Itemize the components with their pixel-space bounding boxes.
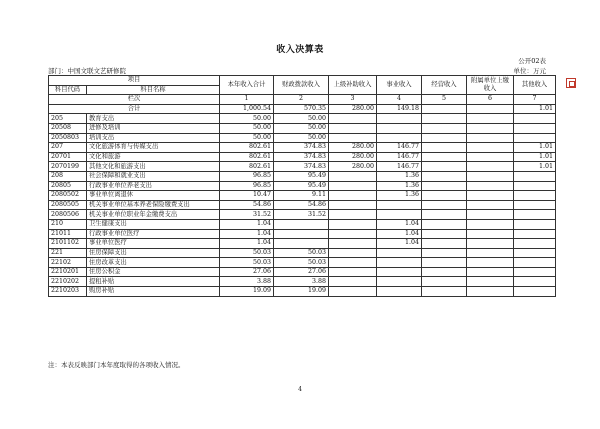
table-row	[49, 287, 556, 297]
value-cell	[422, 277, 467, 287]
table-row	[49, 219, 556, 229]
value-cell	[422, 248, 467, 258]
value-cell	[377, 258, 422, 268]
table-row	[49, 248, 556, 258]
value-cell	[467, 200, 514, 210]
value-cell	[467, 248, 514, 258]
subject-code-cell: 2050803	[49, 133, 87, 143]
table-code: 公开02表	[518, 57, 546, 65]
subject-name-cell: 事业单位离退休	[87, 191, 220, 201]
value-cell: 1.01	[514, 143, 556, 153]
value-cell	[422, 114, 467, 124]
value-cell: 1.04	[220, 229, 274, 239]
header-col-6: 附属单位上缴收入	[467, 76, 514, 95]
subject-code-cell: 2080506	[49, 210, 87, 220]
value-cell	[274, 229, 329, 239]
value-cell	[422, 152, 467, 162]
value-cell	[514, 191, 556, 201]
value-cell: 50.03	[220, 258, 274, 268]
value-cell: 54.86	[274, 200, 329, 210]
value-cell	[467, 152, 514, 162]
col-num: 5	[422, 95, 467, 105]
value-cell	[329, 229, 377, 239]
table-row	[49, 200, 556, 210]
income-table	[48, 75, 556, 297]
value-cell: 1.04	[377, 239, 422, 249]
value-cell	[514, 239, 556, 249]
value-cell	[329, 191, 377, 201]
value-cell: 1.36	[377, 171, 422, 181]
table-row	[49, 171, 556, 181]
value-cell	[422, 181, 467, 191]
value-cell	[422, 258, 467, 268]
value-cell	[422, 229, 467, 239]
value-cell: 27.06	[220, 267, 274, 277]
value-cell: 280.00	[329, 162, 377, 172]
header-subject-code: 科目代码	[49, 85, 87, 95]
subject-code-cell: 205	[49, 114, 87, 124]
value-cell: 3.88	[274, 277, 329, 287]
value-cell	[422, 143, 467, 153]
total-cell: 280.00	[329, 104, 377, 114]
value-cell: 1.04	[220, 219, 274, 229]
col-num: 2	[274, 95, 329, 105]
value-cell	[422, 123, 467, 133]
value-cell: 50.00	[274, 123, 329, 133]
value-cell	[329, 114, 377, 124]
value-cell	[514, 200, 556, 210]
table-row	[49, 181, 556, 191]
value-cell	[377, 210, 422, 220]
value-cell	[329, 248, 377, 258]
value-cell	[422, 210, 467, 220]
value-cell	[422, 191, 467, 201]
subject-code-cell: 208	[49, 171, 87, 181]
value-cell	[514, 171, 556, 181]
value-cell	[329, 277, 377, 287]
value-cell	[422, 133, 467, 143]
header-col-7: 其他收入	[514, 76, 556, 95]
value-cell	[377, 114, 422, 124]
total-cell	[422, 104, 467, 114]
value-cell: 280.00	[329, 152, 377, 162]
value-cell	[377, 248, 422, 258]
subject-code-cell: 2080505	[49, 200, 87, 210]
value-cell: 802.61	[220, 143, 274, 153]
table-row	[49, 162, 556, 172]
value-cell: 374.83	[274, 143, 329, 153]
col-num: 4	[377, 95, 422, 105]
table-row	[49, 258, 556, 268]
subject-name-cell: 行政事业单位养老支出	[87, 181, 220, 191]
value-cell	[467, 210, 514, 220]
value-cell	[377, 277, 422, 287]
value-cell	[514, 248, 556, 258]
value-cell	[329, 287, 377, 297]
total-cell: 1.01	[514, 104, 556, 114]
table-row	[49, 152, 556, 162]
value-cell: 9.11	[274, 191, 329, 201]
value-cell	[377, 123, 422, 133]
value-cell: 31.52	[274, 210, 329, 220]
value-cell: 374.83	[274, 152, 329, 162]
header-subject-name: 科目名称	[87, 85, 220, 95]
unit-label: 单位：万元	[513, 67, 546, 75]
subject-name-cell: 住房保障支出	[87, 248, 220, 258]
value-cell: 95.49	[274, 171, 329, 181]
value-cell: 1.04	[220, 239, 274, 249]
table-row	[49, 210, 556, 220]
value-cell	[329, 171, 377, 181]
subject-name-cell: 机关事业单位职业年金缴费支出	[87, 210, 220, 220]
value-cell	[467, 229, 514, 239]
subject-code-cell: 221	[49, 248, 87, 258]
value-cell: 1.36	[377, 191, 422, 201]
header-col-3: 上级补助收入	[329, 76, 377, 95]
col-num: 6	[467, 95, 514, 105]
value-cell	[422, 287, 467, 297]
value-cell: 50.03	[274, 258, 329, 268]
value-cell: 280.00	[329, 143, 377, 153]
value-cell	[514, 258, 556, 268]
subject-name-cell: 提租补贴	[87, 277, 220, 287]
value-cell	[467, 133, 514, 143]
subject-code-cell: 21011	[49, 229, 87, 239]
value-cell	[329, 133, 377, 143]
value-cell	[514, 133, 556, 143]
value-cell: 1.01	[514, 162, 556, 172]
value-cell: 96.85	[220, 181, 274, 191]
value-cell: 146.77	[377, 143, 422, 153]
header-col-1: 本年收入合计	[220, 76, 274, 95]
subject-name-cell: 事业单位医疗	[87, 239, 220, 249]
subject-name-cell: 文化旅游体育与传媒支出	[87, 143, 220, 153]
value-cell: 3.88	[220, 277, 274, 287]
value-cell	[377, 267, 422, 277]
value-cell	[467, 114, 514, 124]
value-cell	[422, 239, 467, 249]
value-cell	[422, 162, 467, 172]
total-cell: 570.35	[274, 104, 329, 114]
subject-code-cell: 22102	[49, 258, 87, 268]
total-label: 合计	[49, 104, 220, 114]
subject-name-cell: 卫生健康支出	[87, 219, 220, 229]
table-row	[49, 133, 556, 143]
col-num: 7	[514, 95, 556, 105]
value-cell	[422, 267, 467, 277]
subject-code-cell: 20508	[49, 123, 87, 133]
subject-name-cell: 住房公积金	[87, 267, 220, 277]
subject-name-cell: 社会保障和就业支出	[87, 171, 220, 181]
subject-name-cell: 进修及培训	[87, 123, 220, 133]
value-cell: 50.00	[220, 114, 274, 124]
header-col-4: 事业收入	[377, 76, 422, 95]
value-cell: 96.85	[220, 171, 274, 181]
value-cell	[514, 123, 556, 133]
subject-code-cell: 2101102	[49, 239, 87, 249]
value-cell	[377, 200, 422, 210]
subject-name-cell: 教育支出	[87, 114, 220, 124]
table-title: 收入决算表	[276, 45, 324, 55]
header-project: 项目	[49, 76, 220, 86]
subject-code-cell: 210	[49, 219, 87, 229]
total-cell: 1,000.54	[220, 104, 274, 114]
subject-code-cell: 2210201	[49, 267, 87, 277]
value-cell	[329, 219, 377, 229]
value-cell	[467, 123, 514, 133]
value-cell: 802.61	[220, 162, 274, 172]
value-cell	[467, 267, 514, 277]
value-cell	[329, 200, 377, 210]
value-cell: 146.77	[377, 152, 422, 162]
value-cell	[467, 191, 514, 201]
value-cell	[467, 219, 514, 229]
value-cell: 10.47	[220, 191, 274, 201]
value-cell: 802.61	[220, 152, 274, 162]
value-cell	[377, 133, 422, 143]
value-cell	[467, 287, 514, 297]
grid-icon[interactable]	[566, 78, 576, 88]
subject-code-cell: 2070199	[49, 162, 87, 172]
value-cell	[514, 267, 556, 277]
value-cell: 50.00	[274, 133, 329, 143]
table-row	[49, 239, 556, 249]
value-cell	[422, 219, 467, 229]
value-cell	[329, 123, 377, 133]
value-cell: 50.03	[274, 248, 329, 258]
page-number: 4	[298, 386, 302, 393]
header-col-2: 财政拨款收入	[274, 76, 329, 95]
value-cell: 50.00	[220, 123, 274, 133]
value-cell	[274, 239, 329, 249]
value-cell	[467, 181, 514, 191]
subject-name-cell: 文化和旅游	[87, 152, 220, 162]
value-cell: 95.49	[274, 181, 329, 191]
value-cell: 19.09	[274, 287, 329, 297]
subject-code-cell: 20805	[49, 181, 87, 191]
value-cell	[377, 287, 422, 297]
value-cell	[467, 258, 514, 268]
value-cell: 50.00	[274, 114, 329, 124]
value-cell	[329, 210, 377, 220]
value-cell	[422, 171, 467, 181]
col-num: 3	[329, 95, 377, 105]
value-cell	[329, 181, 377, 191]
subject-name-cell: 行政事业单位医疗	[87, 229, 220, 239]
value-cell	[329, 267, 377, 277]
value-cell	[514, 277, 556, 287]
value-cell	[514, 210, 556, 220]
value-cell	[422, 200, 467, 210]
subject-name-cell: 住房改革支出	[87, 258, 220, 268]
table-row	[49, 114, 556, 124]
value-cell	[467, 171, 514, 181]
subject-code-cell: 20701	[49, 152, 87, 162]
value-cell	[514, 287, 556, 297]
value-cell	[467, 277, 514, 287]
table-row	[49, 123, 556, 133]
value-cell	[467, 239, 514, 249]
value-cell: 146.77	[377, 162, 422, 172]
table-row	[49, 143, 556, 153]
subject-code-cell: 207	[49, 143, 87, 153]
value-cell: 1.04	[377, 229, 422, 239]
value-cell: 27.06	[274, 267, 329, 277]
table-note: 注：本表反映部门本年度取得的各项收入情况。	[48, 361, 185, 369]
subject-name-cell: 机关事业单位基本养老保险缴费支出	[87, 200, 220, 210]
value-cell	[514, 229, 556, 239]
table-row	[49, 229, 556, 239]
value-cell	[467, 162, 514, 172]
value-cell: 19.09	[220, 287, 274, 297]
value-cell: 1.04	[377, 219, 422, 229]
subject-code-cell: 2080502	[49, 191, 87, 201]
value-cell: 50.03	[220, 248, 274, 258]
value-cell	[329, 239, 377, 249]
subject-name-cell: 购房补贴	[87, 287, 220, 297]
table-row	[49, 267, 556, 277]
table-row	[49, 277, 556, 287]
table-row	[49, 191, 556, 201]
value-cell: 31.52	[220, 210, 274, 220]
subject-name-cell: 其他文化和旅游支出	[87, 162, 220, 172]
value-cell	[514, 181, 556, 191]
value-cell	[329, 258, 377, 268]
total-cell: 149.18	[377, 104, 422, 114]
subject-name-cell: 培训支出	[87, 133, 220, 143]
value-cell	[274, 219, 329, 229]
value-cell: 54.86	[220, 200, 274, 210]
header-col-5: 经营收入	[422, 76, 467, 95]
value-cell: 374.83	[274, 162, 329, 172]
value-cell: 1.01	[514, 152, 556, 162]
subject-code-cell: 2210203	[49, 287, 87, 297]
subject-code-cell: 2210202	[49, 277, 87, 287]
value-cell	[467, 143, 514, 153]
department-label: 部门：中国文联文艺研修院	[48, 67, 126, 75]
value-cell	[514, 219, 556, 229]
header-row-label: 栏次	[49, 95, 220, 105]
value-cell	[514, 114, 556, 124]
total-cell	[467, 104, 514, 114]
col-num: 1	[220, 95, 274, 105]
value-cell: 50.00	[220, 133, 274, 143]
value-cell: 1.36	[377, 181, 422, 191]
